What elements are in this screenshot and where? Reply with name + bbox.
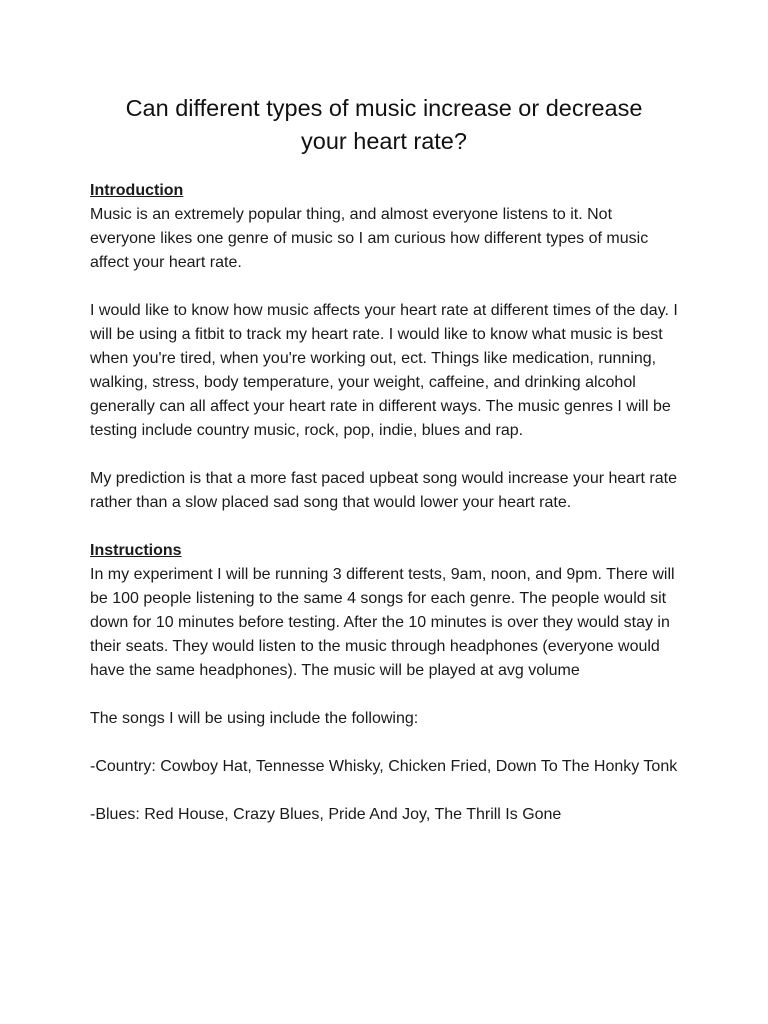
introduction-paragraph: My prediction is that a more fast paced upbeat song would increase your heart rate rather than a slow placed sad song that would lower your heart rate. [90, 470, 677, 511]
introduction-paragraph: I would like to know how music affects your heart rate at different times of the day. I will be using a fitbit to track my heart rate. I would like to know what music is best when you're tired, when you're working out, ect. Things like medication, running, walking, stress, body temperature, your weight, caffeine, and drinking alcohol generally can all affect your heart rate in different ways. The music genres I will be testing include country music, rock, pop, indie, blues and rap. [90, 302, 678, 439]
instructions-paragraph: In my experiment I will be running 3 different tests, 9am, noon, and 9pm. There will be 100 people listening to the same 4 songs for each genre. The people would sit down for 10 minutes before testing. After the 10 minutes is over they would stay in their seats. They would listen to the music through headphones (everyone would have the same headphones). The music will be played at avg volume [90, 566, 675, 679]
instructions-section [90, 539, 678, 827]
introduction-paragraph: Music is an extremely popular thing, and almost everyone listens to it. Not everyone likes one genre of music so I am curious how different types of music affect your heart rate. [90, 206, 649, 271]
song-list-item: -Blues: Red House, Crazy Blues, Pride And Joy, The Thrill Is Gone [90, 806, 562, 823]
document-title [90, 92, 678, 158]
title-line-1: Can different types of music increase or decrease [125, 95, 643, 121]
instructions-heading: Instructions [90, 542, 182, 559]
instructions-paragraph: The songs I will be using include the following: [90, 710, 419, 727]
introduction-heading: Introduction [90, 182, 184, 199]
song-list-item: -Country: Cowboy Hat, Tennesse Whisky, Chicken Fried, Down To The Honky Tonk [90, 758, 678, 775]
introduction-section [90, 179, 678, 515]
title-line-2: your heart rate? [301, 128, 467, 154]
